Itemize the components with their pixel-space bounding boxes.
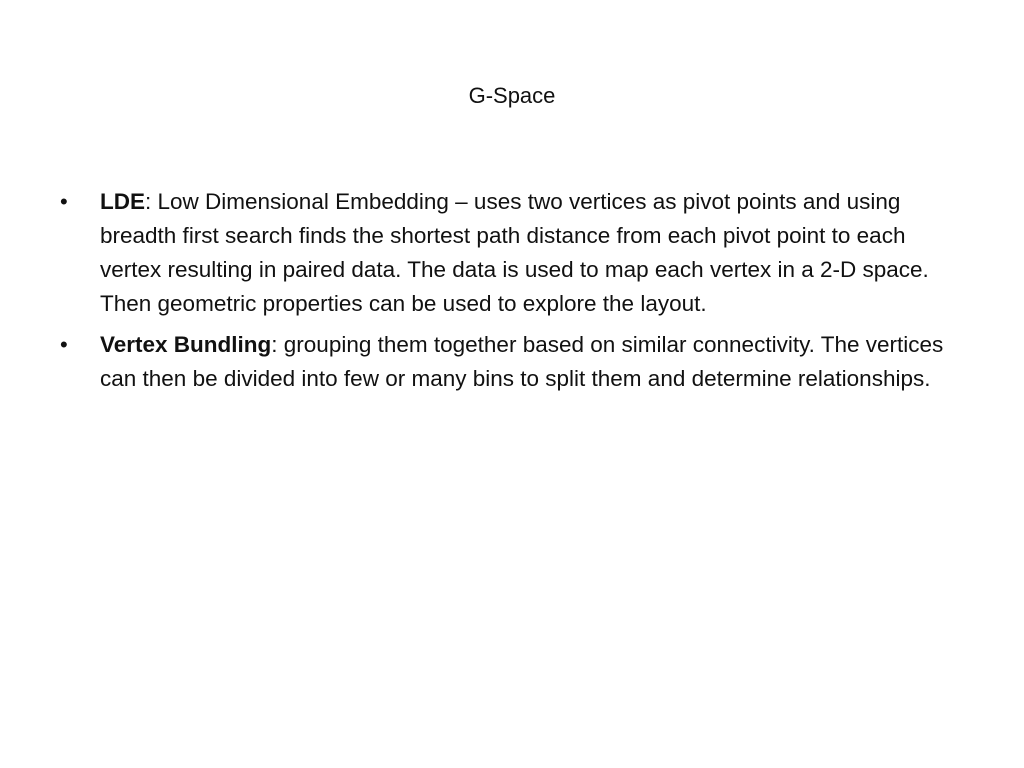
bullet-item-lde [60, 185, 965, 321]
bullet-term: LDE [100, 189, 145, 214]
bullet-icon: • [60, 332, 68, 357]
bullet-icon: • [60, 189, 68, 214]
bullet-list [60, 185, 965, 403]
slide-title: G-Space [468, 83, 556, 108]
bullet-text: : Low Dimensional Embedding – uses two vertices as pivot points and using breadth first search finds the shortest path distance from each pivot point to each vertex resulting in paired data. The data is used to map each vertex in a 2-D space. Then geometric properties can be used to explore the layout. [100, 189, 929, 316]
bullet-text: : grouping them together based on similar connectivity. The vertices can then be divided into few or many bins to split them and determine relationships. [100, 332, 944, 391]
bullet-item-vertex-bundling [60, 328, 965, 396]
bullet-term: Vertex Bundling [100, 332, 272, 357]
